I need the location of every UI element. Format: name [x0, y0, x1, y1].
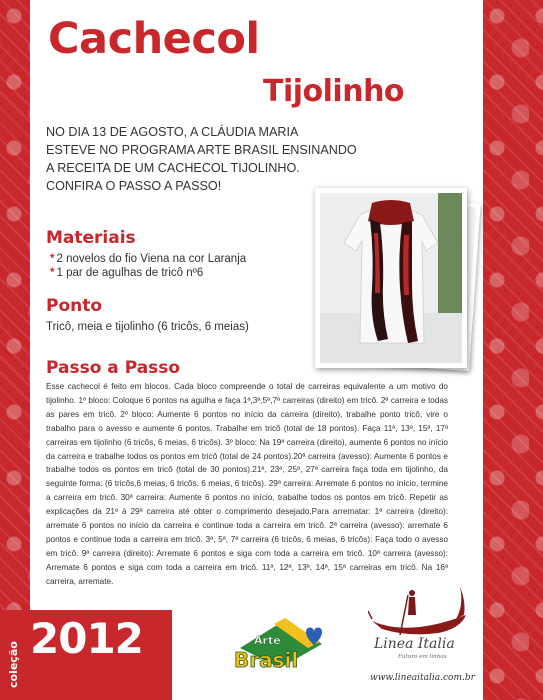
scarf-on-mannequin-image — [320, 193, 462, 363]
bullet-asterisk: * — [50, 253, 55, 265]
materiais-list — [50, 252, 246, 280]
right-pattern-band — [483, 0, 543, 700]
intro-text — [46, 123, 357, 195]
intro-line: ESTEVE NO PROGRAMA ARTE BRASIL ENSINANDO — [46, 143, 357, 157]
materiais-heading: Materiais — [46, 228, 136, 248]
passo-text: Esse cachecol é feito em blocos. Cada bloco compreende o total de carreiras equivalente a um motivo do tijolinho. 1º bloco: Coloque 6 pontos na agulha e faça 1ª,3ª,5ª,7ª carreiras (direito) em tricô. 2ª carreira e todas as pares em tricô. 2º bloco: Aumente 6 pontos no início da carreira (direito), trabalhe ponto tricô, vire o trabalho para o avesso e aumente 6 pontos. Trabalhe em tricô (total de 18 pontos). Faça 11ª, 13ª, 15ª, 17ª carreiras em tijolinho (6 tricôs, 6 meias, 6 tricôs). 3º bloco: Na 19ª carreira (direito), aumente 6 pontos no início da carreira e trabalhe todos os pontos em tricô (total de 24 pontos).20ª carreira (avesso): Aumente 6 pontos e trabalhe todos os pontos em tricô (total de 30 pontos).21ª, 23ª, 25ª, 27ª carreira faça toda em tijolinho, da seguinte forma: (6 tricôs,6 meias, 6 tricôs, 6 meias, 6 tricôs). 29ª carreira: Arremate 6 pontos no início, termine a carreira em tricô. 30ª carreira: Aumente 6 pontos no início, trabalhe todos os pontos em tricô. Repetir as explicações da 21ª à 29ª carreira até obter o comprimento desejado.Para arrematar: 1ª carreira (direito): arremate 6 pontos no início da carreira e continue toda a carreira em tricô. 2ª carreira (avesso): arremate 6 pontos e continue toda a carreira em tricô. 3ª, 5ª, 7ª carreira (6 tricôs, 6 meias, 6 tricôs): Faça todo o avesso em tricô. 9ª carreira (direito): Arremate 6 pontos e siga com toda a carreira em tricô. 10ª carreira (avesso): Arremate 6 pontos e siga com toda a carreira em tricô. 11ª, 12ª, 13ª, 14ª, 15ª carreiras em tricô. Na 16ª carreira, arremate. — [46, 382, 448, 586]
page-title: Cachecol — [48, 14, 260, 64]
list-item — [50, 252, 246, 266]
scarf-photo — [315, 188, 467, 368]
list-item-text: 1 par de agulhas de tricô nº6 — [56, 267, 204, 279]
intro-line: A RECEITA DE UM CACHECOL TIJOLINHO. — [46, 161, 300, 175]
bullet-asterisk: * — [50, 267, 55, 279]
page-subtitle: Tijolinho — [263, 74, 405, 109]
list-item-text: 2 novelos do fio Viena na cor Laranja — [56, 253, 247, 265]
arte-brasil-logo[interactable] — [230, 612, 330, 672]
arte-bottom-text: Brasil — [234, 648, 299, 672]
linea-italia-tagline: Futuro em linhas — [398, 654, 447, 660]
list-item — [50, 266, 246, 280]
intro-line: CONFIRA O PASSO A PASSO! — [46, 179, 222, 193]
linea-italia-name: Linea Italia — [374, 636, 455, 652]
linea-italia-url[interactable]: www.lineaitalia.com.br — [370, 673, 475, 683]
collection-label: coleção — [7, 641, 20, 688]
passo-heading: Passo a Passo — [46, 358, 181, 378]
arte-top-text: Arte — [254, 634, 281, 647]
left-pattern-band — [0, 0, 30, 700]
collection-year: 2012 — [30, 614, 143, 663]
intro-line: NO DIA 13 DE AGOSTO, A CLÁUDIA MARIA — [46, 125, 299, 139]
gondola-icon — [368, 575, 472, 685]
ponto-text: Tricô, meia e tijolinho (6 tricôs, 6 meias) — [46, 321, 249, 333]
ponto-heading: Ponto — [46, 296, 103, 316]
